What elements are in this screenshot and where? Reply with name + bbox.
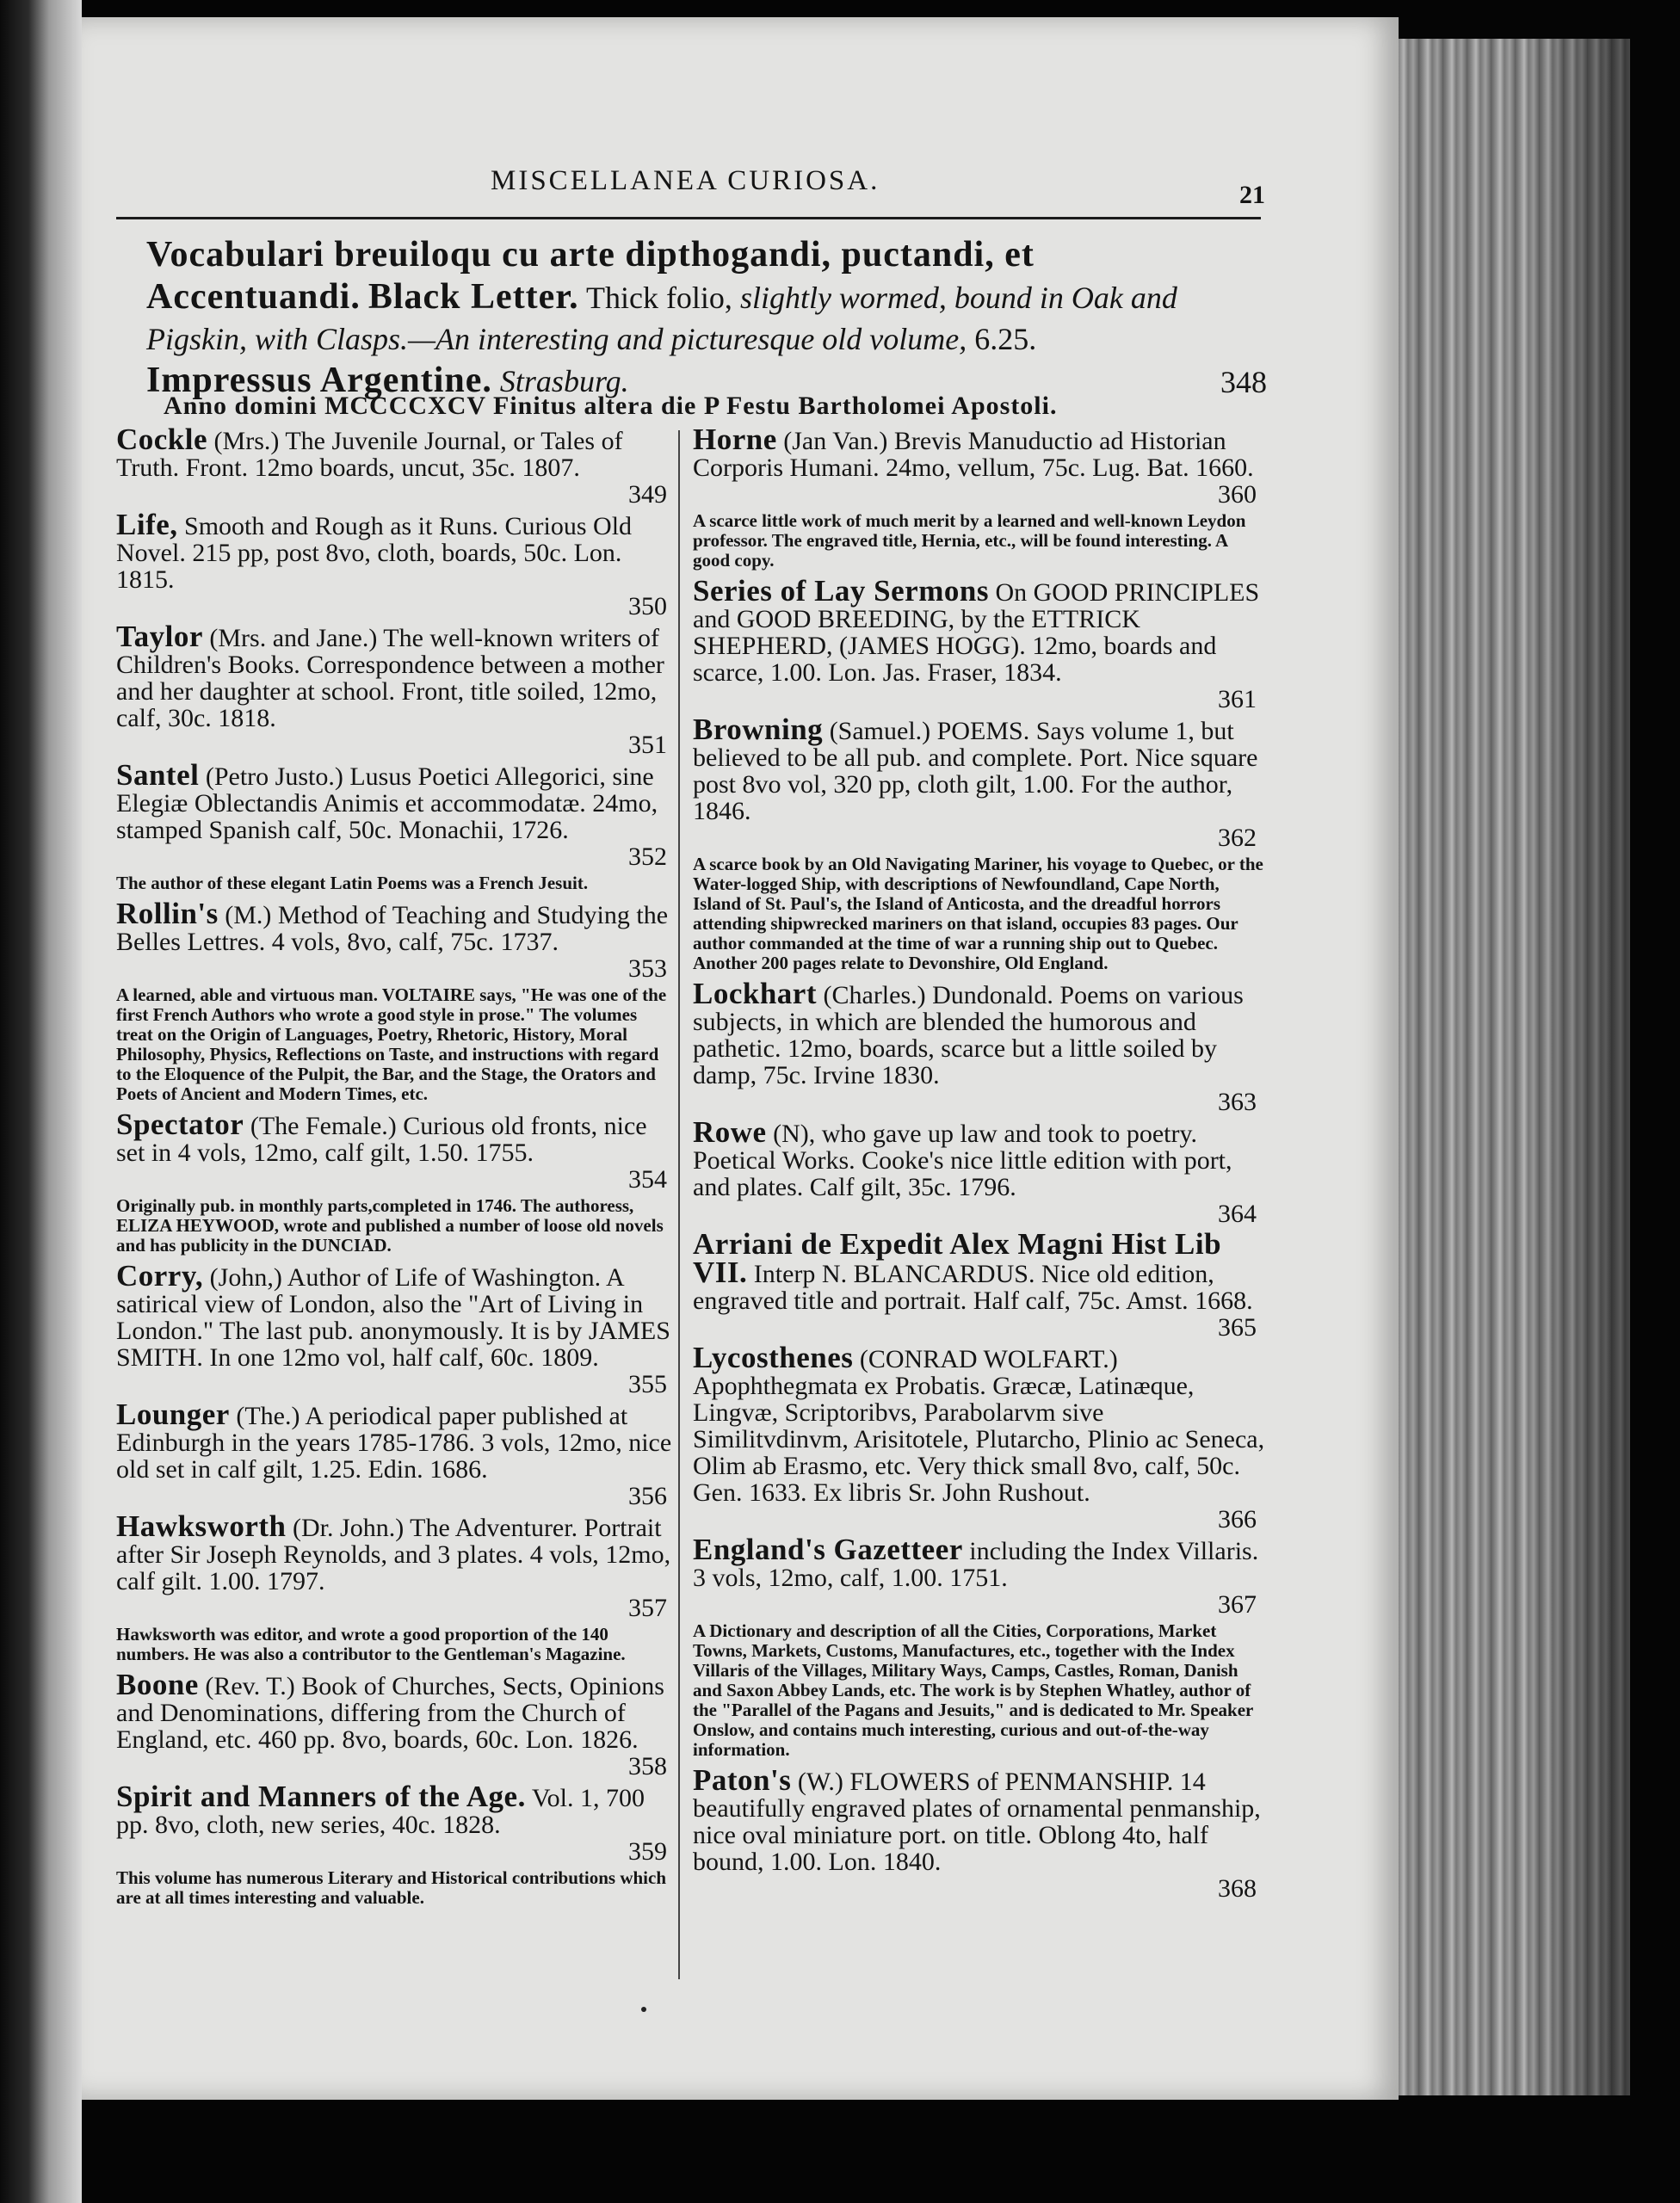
entry-headword: Horne (693, 423, 777, 456)
featured-imprint: Impressus Argentine. (146, 361, 492, 400)
running-head: MISCELLANEA CURIOSA. (491, 165, 880, 196)
header-rule (116, 217, 1261, 219)
lot-number: 363 (1218, 1088, 1257, 1116)
featured-price: 6.25. (974, 322, 1037, 356)
lot-number: 368 (1218, 1874, 1257, 1903)
book-left-edge (0, 0, 82, 2203)
featured-entry (146, 234, 1274, 402)
catalogue-entry (116, 1668, 676, 1780)
catalogue-entry (693, 423, 1265, 509)
entry-description: (John,) Author of Life of Washington. A satirical view of London, also the "Art of Living in London." The last pub. anonymously. It is by JAMES SMITH. In one 12mo vol, half calf, 60c. 1809. (116, 1263, 670, 1372)
catalogue-entry (116, 1108, 676, 1194)
featured-title-line1: Vocabulari breuiloqu cu arte dipthogandi, puctandi, et (146, 235, 1035, 275)
entry-headword: Lounger (116, 1398, 230, 1431)
lot-number: 351 (628, 731, 667, 759)
entry-description: Smooth and Rough as it Runs. Curious Old Novel. 215 pp, post 8vo, cloth, boards, 50c. Lon. 1815. (116, 512, 633, 594)
entry-headword: Corry, (116, 1259, 204, 1293)
lot-number: 353 (628, 954, 667, 983)
catalogue-entry (116, 1398, 676, 1510)
entry-description: (Rev. T.) Book of Churches, Sects, Opinions and Denominations, differing from the Church of England, etc. 460 pp. 8vo, boards, 60c. Lon. 1826. (116, 1672, 664, 1754)
lot-number: 360 (1218, 480, 1257, 509)
catalogue-entry (116, 423, 676, 509)
entry-text (693, 574, 1265, 687)
entry-text (116, 1509, 676, 1595)
entry-headword: Lockhart (693, 977, 817, 1010)
lot-number: 355 (628, 1370, 667, 1398)
catalogue-entry (116, 1780, 676, 1866)
entry-headword: Browning (693, 713, 824, 746)
entry-note: Hawksworth was editor, and wrote a good proportion of the 140 numbers. He was also a contributor to the Gentleman's Magazine. (116, 1624, 626, 1664)
entry-description: (W.) FLOWERS of PENMANSHIP. 14 beautifully engraved plates of ornamental penmanship, nice oval miniature port. on title. Oblong 4to, half bound, 1.00. Lon. 1840. (693, 1768, 1261, 1876)
entry-note: This volume has numerous Literary and Historical contributions which are at all times interesting and valuable. (116, 1867, 667, 1908)
entry-headword: Santel (116, 758, 200, 792)
entry-text (693, 977, 1265, 1089)
entry-description: (Petro Justo.) Lusus Poetici Allegorici, sine Elegiæ Oblectandis Animis et accommodatæ. 24mo, stamped Spanish calf, 50c. Monachii, 1726. (116, 762, 658, 844)
entry-description: (Dr. John.) The Adventurer. Portrait after Sir Joseph Reynolds, and 3 plates. 4 vols, 12mo, calf gilt. 1.00. 1797. (116, 1514, 671, 1595)
catalogue-entry (116, 620, 676, 759)
entry-headword: Life, (116, 508, 178, 541)
entry-description: including the Index Villaris. 3 vols, 12mo, calf, 1.00. 1751. (693, 1537, 1259, 1592)
entry-text (116, 423, 676, 482)
featured-black-letter: Black Letter. (368, 277, 579, 317)
entry-description: (M.) Method of Teaching and Studying the Belles Lettres. 4 vols, 8vo, calf, 75c. 1737. (116, 901, 669, 956)
lot-number: 366 (1218, 1505, 1257, 1533)
lot-number: 356 (628, 1482, 667, 1510)
entry-headword: Rowe (693, 1115, 767, 1149)
featured-desc-format: Thick folio, (585, 281, 732, 315)
lot-number: 350 (628, 592, 667, 620)
entry-text (116, 1398, 676, 1484)
entry-headword: England's Gazetteer (693, 1533, 963, 1566)
entry-text (116, 620, 676, 732)
entry-text (693, 1763, 1265, 1876)
entry-headword: Cockle (116, 423, 208, 456)
entry-headword: Boone (116, 1668, 199, 1701)
entry-description: (Samuel.) POEMS. Says volume 1, but believed to be all pub. and complete. Port. Nice square post 8vo vol, 320 pp, cloth gilt, 1.00. For the author, 1846. (693, 717, 1258, 825)
entry-headword: Hawksworth (116, 1509, 287, 1543)
catalogue-entry (116, 508, 676, 620)
catalogue-entry (693, 977, 1265, 1116)
lot-number: 359 (628, 1837, 667, 1866)
featured-desc: slightly wormed, bound in Oak and Pigskin, with Clasps.—An interesting and picturesque old volume, (146, 281, 1177, 356)
catalogue-entry (693, 574, 1265, 713)
catalogue-entry (116, 1509, 676, 1622)
lot-number: 361 (1218, 685, 1257, 713)
lot-number: 358 (628, 1752, 667, 1780)
catalogue-entry (693, 713, 1265, 852)
lot-number: 364 (1218, 1200, 1257, 1228)
entry-note: The author of these elegant Latin Poems was a French Jesuit. (116, 873, 589, 893)
entry-text (116, 1668, 676, 1754)
left-column (116, 423, 676, 1915)
column-divider (678, 430, 680, 1979)
lot-number: 362 (1218, 824, 1257, 852)
catalogue-entry (693, 1341, 1265, 1533)
featured-colophon: Anno domini MCCCCXCV Finitus altera die P Festu Bartholomei Apostoli. (164, 392, 1058, 420)
catalogue-entry (693, 1227, 1265, 1342)
entry-note: A Dictionary and description of all the Cities, Corporations, Market Towns, Markets, Customs, Manufactures, etc., together with the Index Villaris of the Villages, Military Ways, Camps, Castles, Roman, Danish and Saxon Abbey Lands, etc. The work is by Stephen Whatley, author of the "Parallel of the Pagans and Jesuits," and is dedicated to Mr. Speaker Onslow, and contains much interesting, curious and out-of-the-way information. (693, 1620, 1253, 1760)
entry-note: A learned, able and virtuous man. VOLTAIRE says, "He was one of the first French Authors who wrote a good style in prose." The volumes treat on the Origin of Languages, Poetry, Rhetoric, History, Moral Philosophy, Physics, Reflections on Taste, and instructions with regard to the Eloquence of the Pulpit, the Bar, and the Stage, the Orators and Poets of Ancient and Modern Times, etc. (116, 984, 667, 1104)
right-column (693, 423, 1265, 1905)
entry-headword: Series of Lay Sermons (693, 574, 989, 608)
catalogue-entry (116, 1259, 676, 1398)
entry-description: On GOOD PRINCIPLES and GOOD BREEDING, by the ETTRICK SHEPHERD, (JAMES HOGG). 12mo, boards and scarce, 1.00. Lon. Jas. Fraser, 1834. (693, 578, 1260, 687)
featured-title-line2: Accentuandi. (146, 277, 361, 317)
entry-text (693, 1115, 1265, 1201)
entry-headword: Spirit and Manners of the Age. (116, 1780, 526, 1813)
entry-description: (Charles.) Dundonald. Poems on various subjects, in which are blended the humorous and pathetic. 12mo, boards, scarce but a little soiled by damp, 75c. Irvine 1830. (693, 981, 1244, 1089)
entry-headword: Spectator (116, 1108, 244, 1141)
entry-headword: Arriani de Expedit Alex Magni Hist Lib VII. (693, 1227, 1222, 1289)
entry-headword: Lycosthenes (693, 1341, 854, 1374)
entry-text (693, 1533, 1265, 1592)
lot-number: 354 (628, 1165, 667, 1194)
featured-lot-number: 348 (1220, 365, 1267, 399)
lot-number: 367 (1218, 1590, 1257, 1619)
page-dot (641, 2007, 646, 2012)
entry-text (693, 1227, 1265, 1315)
lot-number: 352 (628, 842, 667, 871)
entry-text (116, 508, 676, 594)
entry-description: (Jan Van.) Brevis Manuductio ad Historian Corporis Humani. 24mo, vellum, 75c. Lug. Bat. 1660. (693, 427, 1254, 482)
entry-note: A scarce little work of much merit by a learned and well-known Leydon professor. The engraved title, Hernia, etc., will be found interesting. A good copy. (693, 510, 1246, 571)
lot-number: 349 (628, 480, 667, 509)
entry-headword: Paton's (693, 1763, 792, 1797)
entry-description: (Mrs.) The Juvenile Journal, or Tales of Truth. Front. 12mo boards, uncut, 35c. 1807. (116, 427, 623, 482)
spine-shadow (1527, 39, 1630, 2095)
entry-description: (CONRAD WOLFART.) Apophthegmata ex Probatis. Græcæ, Latinæque, Lingvæ, Scriptoribvs, Parabolarvm sive Similitvdinvm, Arisitotele, Plutarcho, Plinio ac Seneca, Olim ab Erasmo, etc. Very thick small 8vo, calf, 50c. Gen. 1633. Ex libris Sr. John Rushout. (693, 1345, 1265, 1507)
featured-place: Strasburg. (499, 364, 629, 398)
entry-headword: Taylor (116, 620, 203, 653)
entry-description: Vol. 1, 700 pp. 8vo, cloth, new series, 40c. 1828. (116, 1784, 645, 1839)
catalogue-entry (116, 758, 676, 871)
entry-description: Interp N. BLANCARDUS. Nice old edition, engraved title and portrait. Half calf, 75c. Amst. 1668. (693, 1260, 1253, 1315)
lot-number: 365 (1218, 1313, 1257, 1342)
entry-description: (Mrs. and Jane.) The well-known writers of Children's Books. Correspondence between a mother and her daughter at school. Front, title soiled, 12mo, calf, 30c. 1818. (116, 624, 664, 732)
lot-number: 357 (628, 1594, 667, 1622)
catalogue-entry (693, 1763, 1265, 1903)
entry-text (116, 1780, 676, 1839)
entry-description: (The Female.) Curious old fronts, nice set in 4 vols, 12mo, calf gilt, 1.50. 1755. (116, 1112, 647, 1167)
entry-description: (The.) A periodical paper published at Edinburgh in the years 1785-1786. 3 vols, 12mo, nice old set in calf gilt, 1.25. Edin. 1686. (116, 1402, 672, 1484)
page-number: 21 (1239, 181, 1265, 209)
entry-note: A scarce book by an Old Navigating Mariner, his voyage to Quebec, or the Water-logged Ship, with descriptions of Newfoundland, Cape North, Island of St. Paul's, the Island of Anticosta, and the dreadful horrors attending shipwrecked mariners on that island, occupies 83 pages. Our author commanded at the time of war a running ship out to Quebec. Another 200 pages relate to Devonshire, Old England. (693, 854, 1263, 973)
catalogue-entry (116, 897, 676, 983)
entry-text (693, 423, 1265, 482)
catalogue-entry (693, 1533, 1265, 1619)
entry-text (116, 897, 676, 956)
entry-headword: Rollin's (116, 897, 219, 930)
entry-note: Originally pub. in monthly parts,completed in 1746. The authoress, ELIZA HEYWOOD, wrote and published a number of loose old novels and has publicity in the DUNCIAD. (116, 1195, 664, 1256)
entry-text (116, 1108, 676, 1167)
entry-text (693, 1341, 1265, 1507)
entry-description: (N), who gave up law and took to poetry. Poetical Works. Cooke's nice little edition with port, and plates. Calf gilt, 35c. 1796. (693, 1120, 1232, 1201)
entry-text (693, 713, 1265, 825)
catalogue-entry (693, 1115, 1265, 1228)
entry-text (116, 758, 676, 844)
entry-text (116, 1259, 676, 1372)
